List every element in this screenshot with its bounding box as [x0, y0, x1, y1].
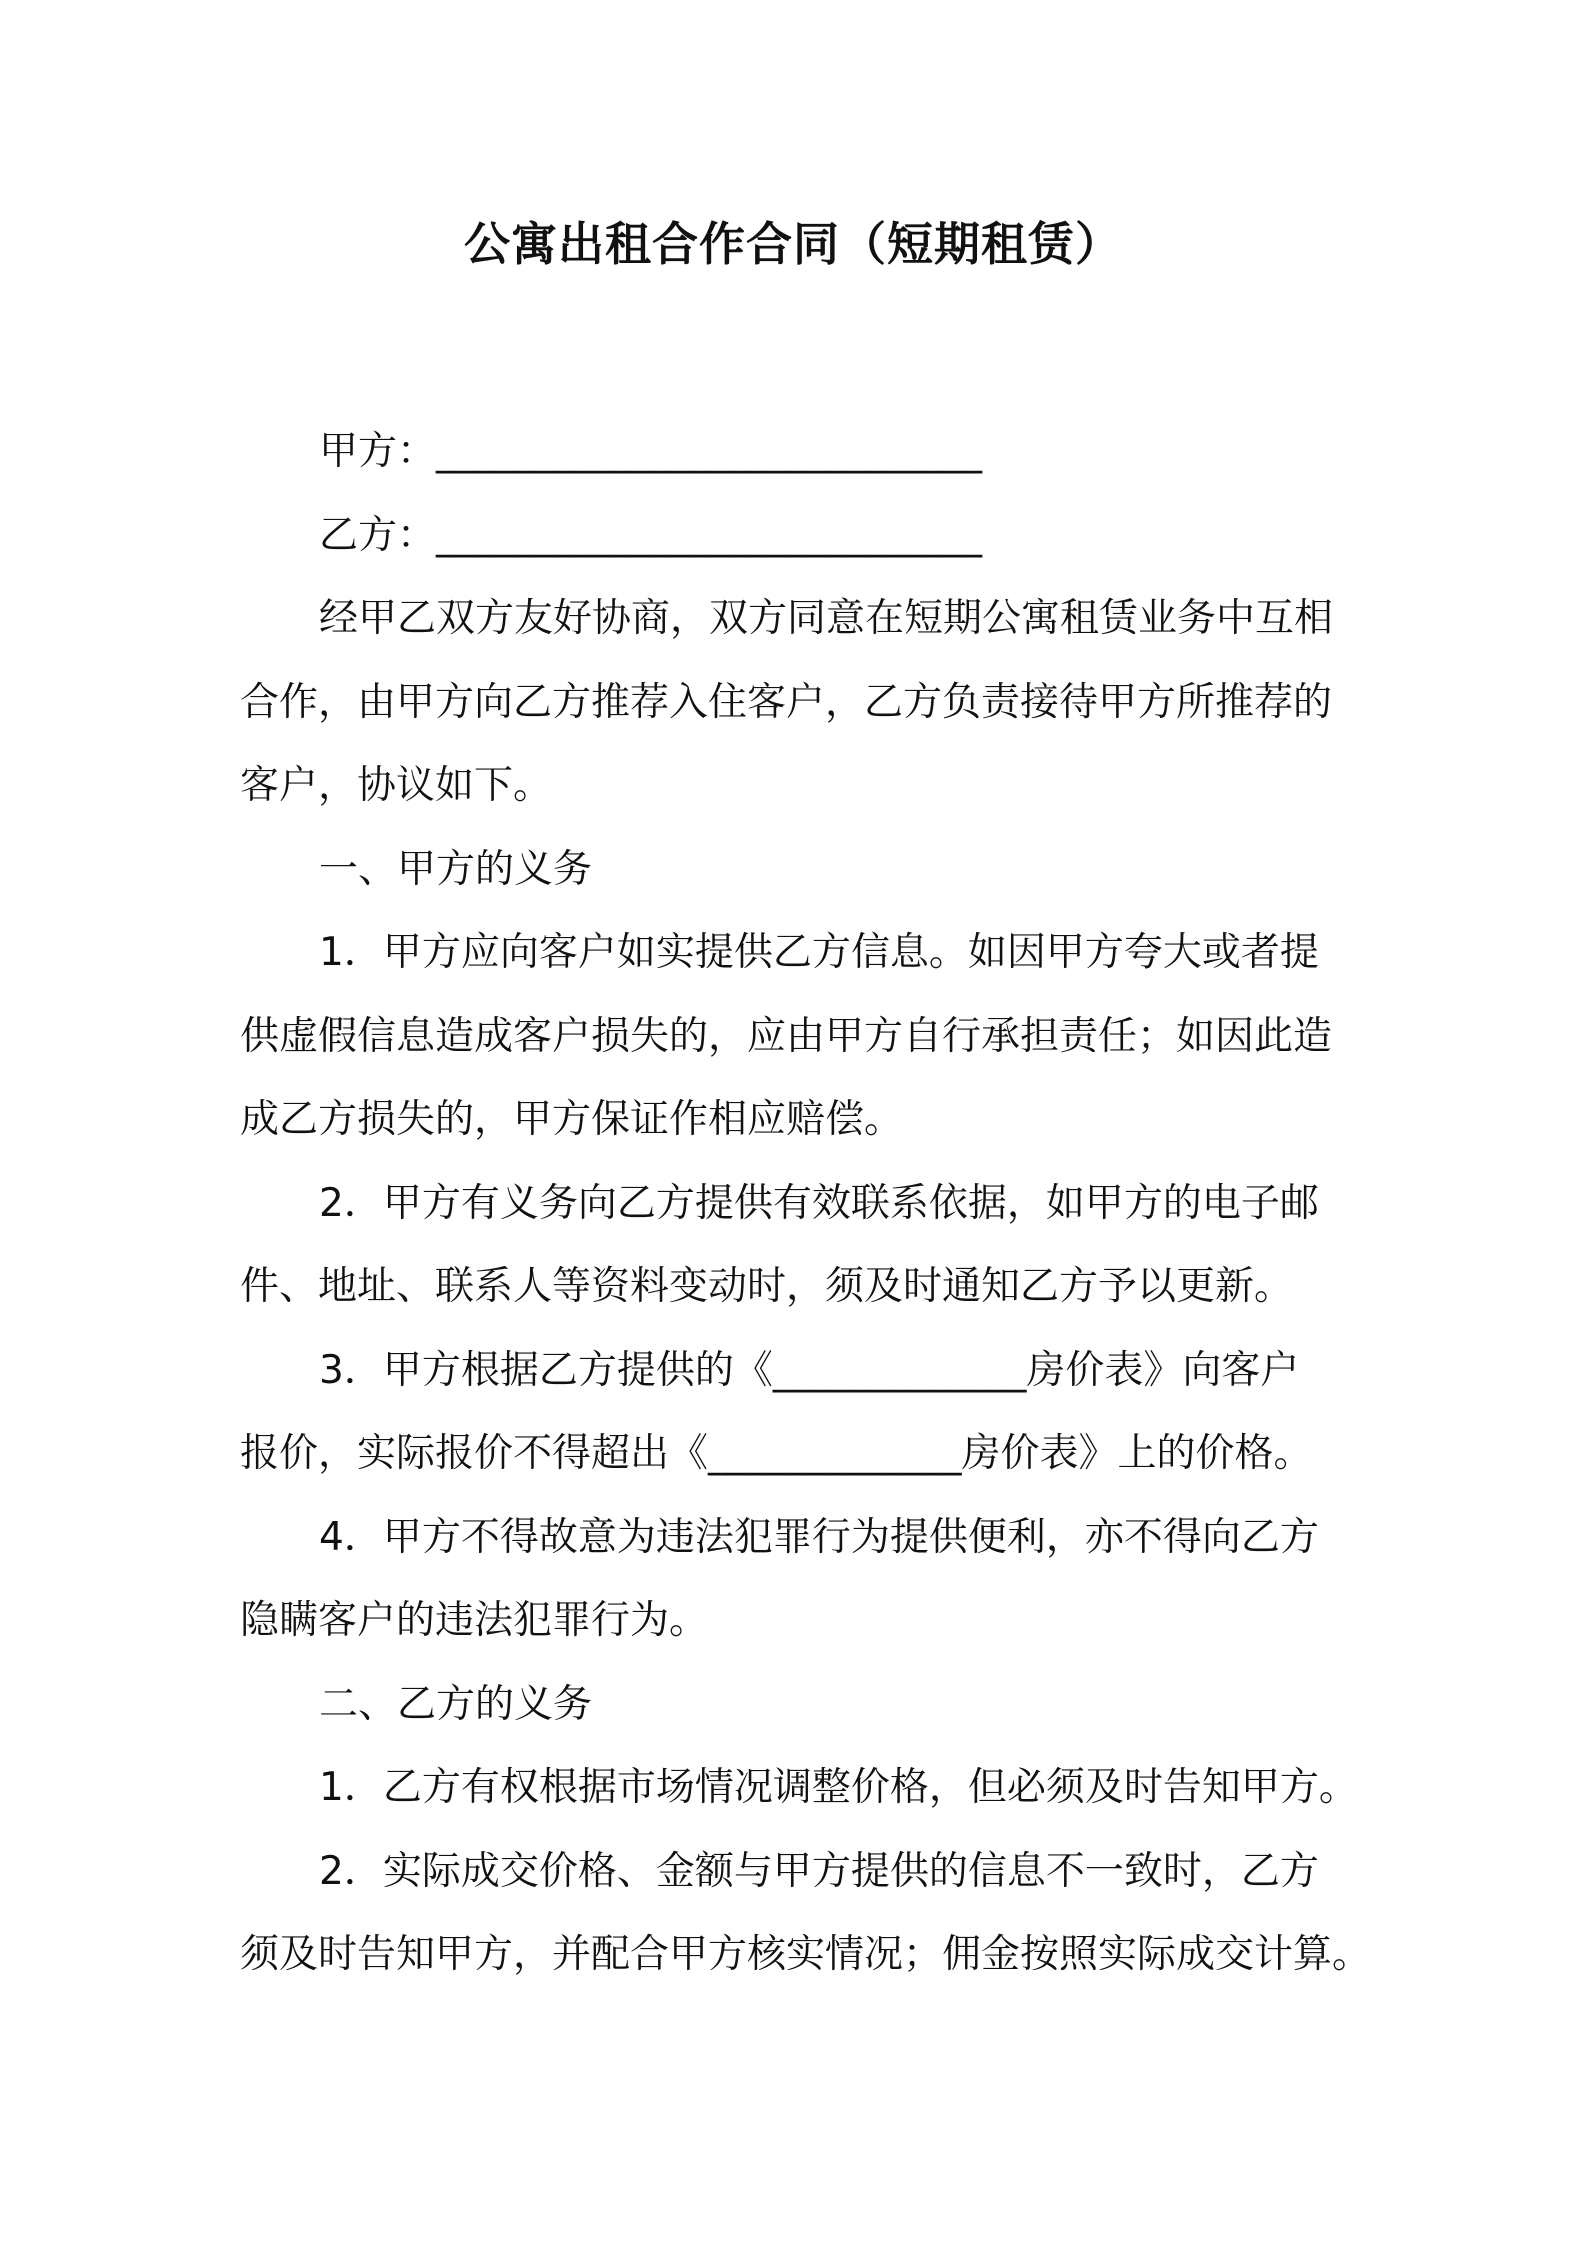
clause-b2-line-1: 2．实际成交价格、金额与甲方提供的信息不一致时，乙方 [319, 1848, 1319, 1894]
party-b-line [240, 494, 1360, 578]
contract-body [240, 410, 1372, 1997]
party-b-blank: ____________________________ [436, 512, 983, 558]
clause-a2-line-2: 件、地址、联系人等资料变动时，须及时通知乙方予以更新。 [240, 1264, 1294, 1309]
clause-a3-line-1: 3．甲方根据乙方提供的《_____________房价表》向客户 [319, 1347, 1300, 1393]
party-a-line [240, 410, 1360, 494]
clause-a3-line-2: 报价，实际报价不得超出《_____________房价表》上的价格。 [240, 1431, 1313, 1476]
party-b-label: 乙方： [319, 512, 437, 558]
clause-b2-line-2: 须及时告知甲方，并配合甲方核实情况；佣金按照实际成交计算。 [240, 1932, 1372, 1977]
clause-a4-line-2: 隐瞒客户的违法犯罪行为。 [240, 1598, 709, 1643]
clause-a1-line-2: 供虚假信息造成客户损失的，应由甲方自行承担责任；如因此造 [240, 1013, 1333, 1059]
clause-a1-line-3: 成乙方损失的，甲方保证作相应赔偿。 [240, 1097, 904, 1142]
preamble-line-3: 客户，协议如下。 [240, 763, 553, 808]
preamble-line-2: 合作，由甲方向乙方推荐入住客户，乙方负责接待甲方所推荐的 [240, 679, 1333, 725]
section-heading-party-a-duties: 一、甲方的义务 [319, 846, 593, 892]
section-heading-party-b-duties: 二、乙方的义务 [319, 1681, 593, 1727]
clause-a1-line-1: 1．甲方应向客户如实提供乙方信息。如因甲方夸大或者提 [319, 930, 1319, 975]
document-title: 公寓出租合作合同（短期租赁） [464, 217, 1122, 271]
preamble-line-1: 经甲乙双方友好协商，双方同意在短期公寓租赁业务中互相 [319, 596, 1334, 641]
party-a-label: 甲方： [319, 429, 437, 474]
clause-b1-line-1: 1．乙方有权根据市场情况调整价格，但必须及时告知甲方。 [319, 1765, 1358, 1810]
party-a-blank: ____________________________ [436, 429, 983, 474]
clause-a2-line-1: 2．甲方有义务向乙方提供有效联系依据，如甲方的电子邮 [319, 1180, 1319, 1226]
clause-a4-line-1: 4．甲方不得故意为违法犯罪行为提供便利，亦不得向乙方 [319, 1514, 1319, 1560]
